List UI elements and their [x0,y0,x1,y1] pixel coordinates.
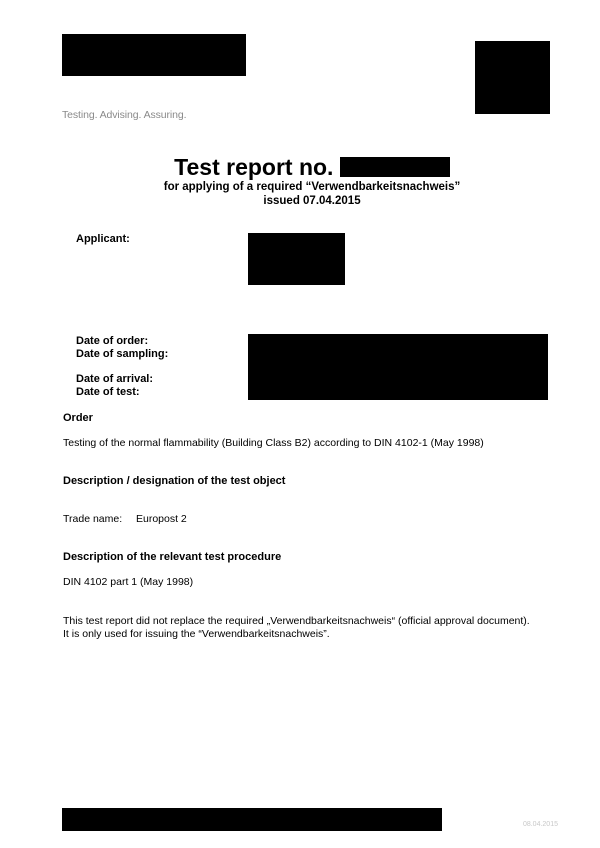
order-text: Testing of the normal flammability (Building Class B2) according to DIN 4102-1 (May 1998) [63,437,484,449]
trade-name-label: Trade name: [63,513,123,525]
company-tagline: Testing. Advising. Assuring. [62,109,187,121]
trade-name-row [63,513,187,525]
redacted-mark [475,41,550,114]
redacted-dates [248,334,548,400]
description-heading: Description / designation of the test object [63,475,286,487]
date-of-arrival-label: Date of arrival: [76,373,154,385]
date-of-sampling-label: Date of sampling: [76,348,169,360]
report-title-text: Test report no. [174,154,334,180]
procedure-heading: Description of the relevant test procedure [63,551,282,563]
note-line-2: It is only used for issuing the “Verwendbarkeitsnachweis”. [63,628,330,640]
trade-name-value: Europost 2 [135,513,187,525]
report-subtitle: for applying of a required “Verwendbarkeitsnachweis” [163,181,461,193]
redacted-footer [62,808,442,831]
footer-date: 08.04.2015 [522,821,558,828]
applicant-label: Applicant: [76,233,130,245]
redacted-applicant [248,233,345,285]
date-of-order-label: Date of order: [76,335,149,347]
report-issue-date: issued 07.04.2015 [263,195,361,207]
report-title [0,154,600,181]
redacted-report-number [340,157,450,177]
date-of-test-label: Date of test: [76,386,140,398]
order-heading: Order [63,412,93,424]
redacted-logo [62,34,246,76]
note-line-1: This test report did not replace the required „Verwendbarkeitsnachweis“ (official approval document). [63,615,530,627]
procedure-text: DIN 4102 part 1 (May 1998) [63,576,194,588]
